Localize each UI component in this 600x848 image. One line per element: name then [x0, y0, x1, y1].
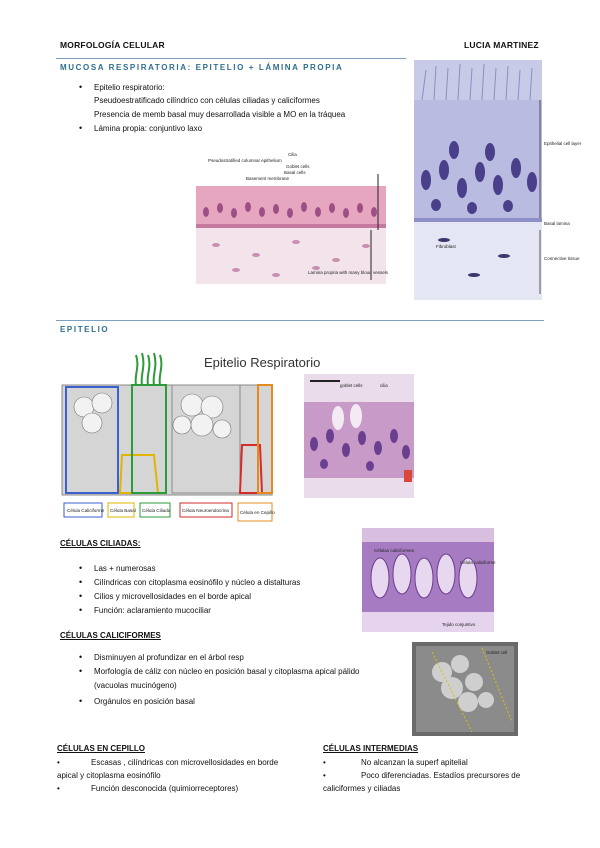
bullet-dot: •: [323, 758, 326, 767]
bullet-lamina-propia: • Lámina propia: conjuntivo laxo: [94, 122, 202, 136]
label-basement-membrane: Basement membrane: [246, 176, 290, 181]
trachea-histology-image: [196, 150, 389, 284]
cepillo-item-2: • Función desconocida (quimiorreceptores): [57, 782, 238, 796]
epithelial-layer-image: [414, 60, 596, 300]
text-memb-basal: Presencia de memb basal muy desarrollada visible a MO en la tráquea: [94, 110, 346, 119]
diagram-title: Epitelio Respiratorio: [204, 355, 321, 370]
em-label-goblet: Goblet cell: [486, 650, 508, 655]
caliciformes-item-2-cont: (vacuolas mucinógeno): [94, 681, 177, 690]
goblet-cells-micrograph: [362, 528, 494, 632]
micro-label-goblet: goblet cells: [340, 383, 363, 388]
section-divider: [56, 58, 406, 59]
label-epithelial-layer: Epithelial cell layer: [544, 141, 582, 146]
label-lamina-propria: Lamina propria with many blood vessels: [308, 270, 389, 275]
intermedias-item-2: • Poco diferenciadas. Estadíos precursores de: [323, 769, 520, 783]
caliciformes-item-1: • Disminuyen al profundizar en el árbol resp: [94, 651, 244, 665]
ciliadas-item-3: • Cilios y microvellosidades en el borde apical: [94, 590, 251, 604]
diagram-label-basal: Célula Basal: [110, 508, 136, 513]
intermedias-item-2-cont: caliciformes y ciliadas: [323, 784, 401, 793]
goblet-label-caliciformes: Células caliciformes: [374, 548, 415, 553]
title-celulas-cepillo: CÉLULAS EN CEPILLO: [57, 744, 146, 753]
diagram-label-caliciforme: Célula Caliciforme: [67, 508, 105, 513]
bullet-epitelio: • Epitelio respiratorio:: [94, 81, 165, 95]
label-goblet: Goblet cells: [286, 164, 310, 169]
label-basal: Basal cells: [284, 170, 306, 175]
diagram-label-cepillo: Célula en Cepillo: [240, 510, 275, 515]
ciliadas-item-4: • Función: aclaramiento mucociliar: [94, 604, 211, 618]
diagram-label-ciliada: Célula Ciliada: [142, 508, 171, 513]
goblet-label-tejido: Tejido conjuntivo: [442, 622, 476, 627]
ciliadas-item-2: • Cilíndricas con citoplasma eosinófilo y núcleo a distalturas: [94, 576, 300, 590]
label-pseudostratified: Pseudostratified columnar epithelium: [208, 158, 282, 163]
ciliated-epithelium-micrograph: [304, 374, 414, 498]
goblet-cell-em-image: [412, 642, 518, 736]
header-author: LUCIA MARTINEZ: [464, 40, 539, 50]
cepillo-item-1-cont: apical y citoplasma eosinófilo: [57, 771, 161, 780]
micro-label-cilia: cilia: [380, 383, 388, 388]
label-cilia: Cilia: [288, 152, 297, 157]
respiratory-epithelium-diagram: [62, 345, 321, 525]
title-celulas-ciliadas: CÉLULAS CILIADAS:: [60, 539, 141, 548]
label-fibroblast: Fibroblast: [436, 244, 456, 249]
section-divider-epitelio: [56, 320, 544, 321]
header-title: MORFOLOGÍA CELULAR: [60, 40, 165, 50]
intermedias-item-1: • No alcanzan la superf apitelial: [323, 756, 468, 770]
caliciformes-item-2: • Morfología de cáliz con núcleo en posición basal y citoplasma apical pálido: [94, 665, 360, 679]
diagram-label-neuroendocrina: Célula Neuroendocrina: [182, 508, 229, 513]
title-celulas-caliciformes: CÉLULAS CALICIFORMES: [60, 631, 161, 640]
bullet-dot: •: [323, 771, 326, 780]
title-celulas-intermedias: CÉLULAS INTERMEDIAS: [323, 744, 419, 753]
bullet-dot: •: [57, 784, 60, 793]
caliciformes-item-3: • Orgánulos en posición basal: [94, 695, 195, 709]
section-title-mucosa: MUCOSA RESPIRATORIA: EPITELIO + LÁMINA PROPIA: [60, 63, 344, 72]
label-connective-tissue: Connective tissue: [544, 256, 580, 261]
ciliadas-item-1: • Las + numerosas: [94, 562, 156, 576]
section-title-epitelio: EPITELIO: [60, 325, 110, 334]
cepillo-item-1: • Escasas , cilíndricas con microvellosidades en borde: [57, 756, 278, 770]
goblet-label-caliciforme: Célula caliciforme: [460, 560, 496, 565]
label-basal-lamina: Basal lamina: [544, 221, 570, 226]
bullet-dot: •: [57, 758, 60, 767]
text-epitelio-desc: Pseudoestratificado cilíndrico con células ciliadas y caliciformes: [94, 96, 320, 105]
